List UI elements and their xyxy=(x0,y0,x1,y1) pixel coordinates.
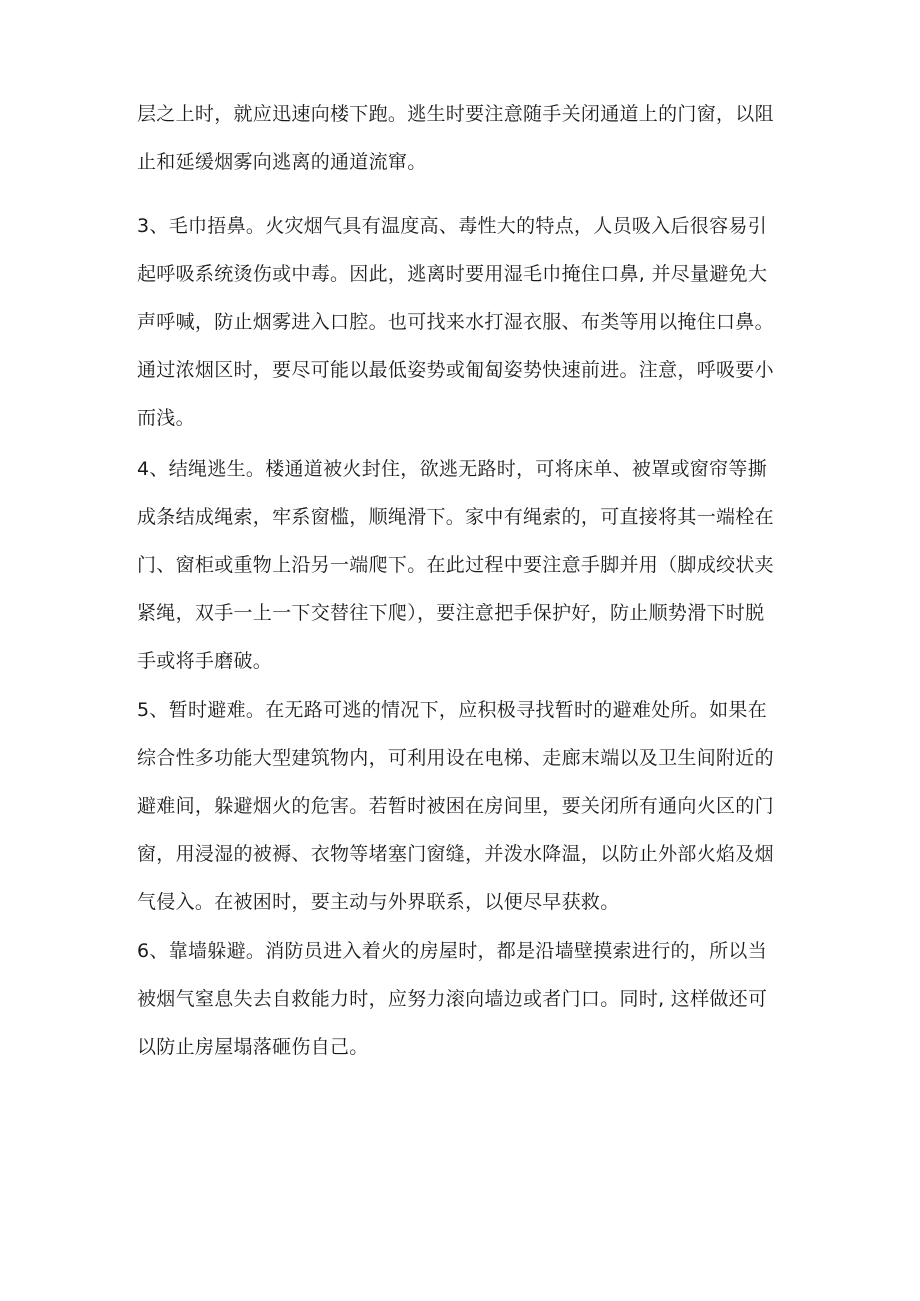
text-line: 声呼喊，防止烟雾进入口腔。也可找来水打湿衣服、布类等用以掩住口鼻。 xyxy=(137,311,774,333)
text-line: 成条结成绳索，牢系窗槛，顺绳滑下。家中有绳索的，可直接将其一端栓在 xyxy=(137,506,774,528)
text-line: 避难间，躲避烟火的危害。若暂时被困在房间里，要关闭所有通向火区的门 xyxy=(137,795,774,817)
text-line: 窗，用浸湿的被褥、衣物等堵塞门窗缝，并泼水降温，以防止外部火焰及烟 xyxy=(137,843,774,865)
text-line: 手或将手磨破。 xyxy=(137,650,273,672)
text-line: 起呼吸系统烫伤或中毒。因此，逃离时要用湿毛巾掩住口鼻, 并尽量避免大 xyxy=(137,263,768,285)
item-6-wall-shelter xyxy=(137,927,797,1071)
text-line: 3、毛巾捂鼻。火灾烟气具有温度高、毒性大的特点，人员吸入后很容易引 xyxy=(137,215,767,237)
text-line: 5、暂时避难。在无路可逃的情况下，应积极寻找暂时的避难处所。如果在 xyxy=(137,699,767,721)
text-line: 通过浓烟区时，要尽可能以最低姿势或匍匐姿势快速前进。注意，呼吸要小 xyxy=(137,359,774,381)
text-line: 止和延缓烟雾向逃离的通道流窜。 xyxy=(137,151,427,173)
text-line: 气侵入。在被困时，要主动与外界联系，以便尽早获救。 xyxy=(137,891,620,913)
text-line: 门、窗柜或重物上沿另一端爬下。在此过程中要注意手脚并用（脚成绞状夹 xyxy=(137,554,774,576)
item-5-temporary-refuge xyxy=(137,686,797,926)
text-line: 紧绳，双手一上一下交替往下爬），要注意把手保护好，防止顺势滑下时脱 xyxy=(137,602,765,624)
paragraph-continuation xyxy=(137,90,797,186)
text-line: 被烟气窒息失去自救能力时，应努力滚向墙边或者门口。同时, 这样做还可 xyxy=(137,988,768,1010)
text-line: 综合性多功能大型建筑物内，可利用设在电梯、走廊末端以及卫生间附近的 xyxy=(137,747,774,769)
text-line: 4、结绳逃生。楼通道被火封住，欲逃无路时，可将床单、被罩或窗帘等撕 xyxy=(137,458,767,480)
text-line: 以防止房屋塌落砸伤自己。 xyxy=(137,1036,369,1058)
item-4-rope-escape xyxy=(137,445,797,685)
text-line: 而浅。 xyxy=(137,407,195,429)
item-3-towel-cover-nose xyxy=(137,202,797,442)
text-line: 层之上时，就应迅速向楼下跑。逃生时要注意随手关闭通道上的门窗，以阻 xyxy=(137,103,774,125)
text-line: 6、靠墙躲避。消防员进入着火的房屋时，都是沿墙壁摸索进行的，所以当 xyxy=(137,940,767,962)
